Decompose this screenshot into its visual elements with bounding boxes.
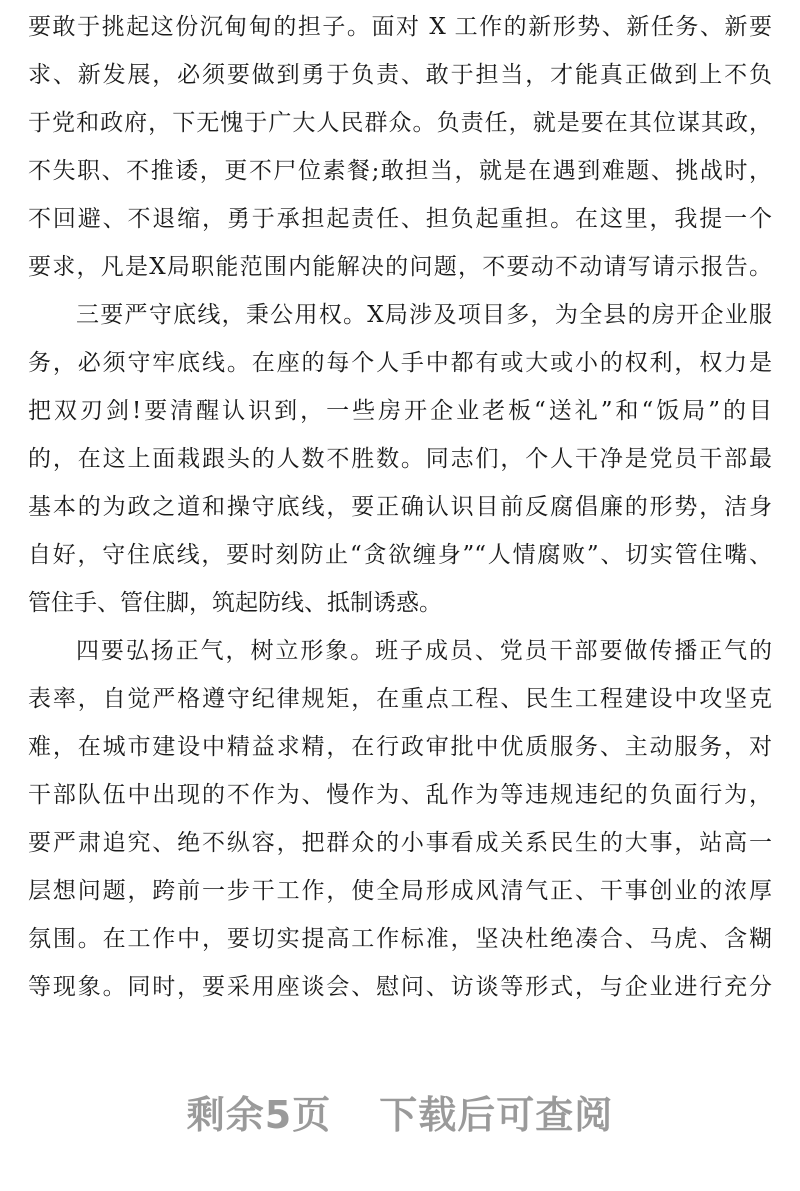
paragraph-heading-line: 四要弘扬正气，树立形象。班子成员、党员干部要做传播正气的 [76, 638, 772, 664]
text-line: 不失职、不推诿，更不尸位素餐;敢担当，就是在遇到难题、挑战时， [28, 158, 772, 184]
text-line: 的，在这上面栽跟头的人数不胜数。同志们，个人干净是党员干部最 [28, 446, 772, 472]
text-line: 难，在城市建设中精益求精，在行政审批中优质服务、主动服务，对 [28, 734, 772, 760]
text-line: 自好，守住底线，要时刻防止“贪欲缠身”“人情腐败”、切实管住嘴、 [28, 542, 772, 568]
remaining-pages-text: 剩余5页 [186, 1093, 332, 1137]
text-line: 干部队伍中出现的不作为、慢作为、乱作为等违规违纪的负面行为， [28, 782, 772, 808]
download-notice[interactable] [0, 1080, 800, 1150]
download-to-view-text: 下载后可查阅 [379, 1093, 614, 1137]
text-line: 氛围。在工作中，要切实提高工作标准，坚决杜绝凑合、马虎、含糊 [28, 926, 772, 952]
text-line: 等现象。同时，要采用座谈会、慰问、访谈等形式，与企业进行充分 [28, 974, 772, 1000]
text-line: 管住手、管住脚，筑起防线、抵制诱惑。 [28, 590, 442, 616]
text-line: 务，必须守牢底线。在座的每个人手中都有或大或小的权利，权力是 [28, 350, 772, 376]
text-line: 基本的为政之道和操守底线，要正确认识目前反腐倡廉的形势，洁身 [28, 494, 772, 520]
text-line: 表率，自觉严格遵守纪律规矩，在重点工程、民生工程建设中攻坚克 [28, 686, 772, 712]
text-line: 于党和政府，下无愧于广大人民群众。负责任，就是要在其位谋其政， [28, 110, 772, 136]
text-line: 求、新发展，必须要做到勇于负责、敢于担当，才能真正做到上不负 [28, 62, 772, 88]
text-line: 要敢于挑起这份沉甸甸的担子。面对 X 工作的新形势、新任务、新要 [28, 14, 772, 40]
text-line: 层想问题，跨前一步干工作，使全局形成风清气正、干事创业的浓厚 [28, 878, 772, 904]
text-line: 不回避、不退缩，勇于承担起责任、担负起重担。在这里，我提一个 [28, 206, 772, 232]
text-line: 要严肃追究、绝不纵容，把群众的小事看成关系民生的大事，站高一 [28, 830, 772, 856]
text-line: 把双刃剑!要清醒认识到，一些房开企业老板“送礼”和“饭局”的目 [28, 398, 772, 424]
paragraph-heading-line: 三要严守底线，秉公用权。X局涉及项目多，为全县的房开企业服 [76, 302, 772, 328]
text-line: 要求，凡是X局职能范围内能解决的问题，不要动不动请写请示报告。 [28, 254, 772, 280]
